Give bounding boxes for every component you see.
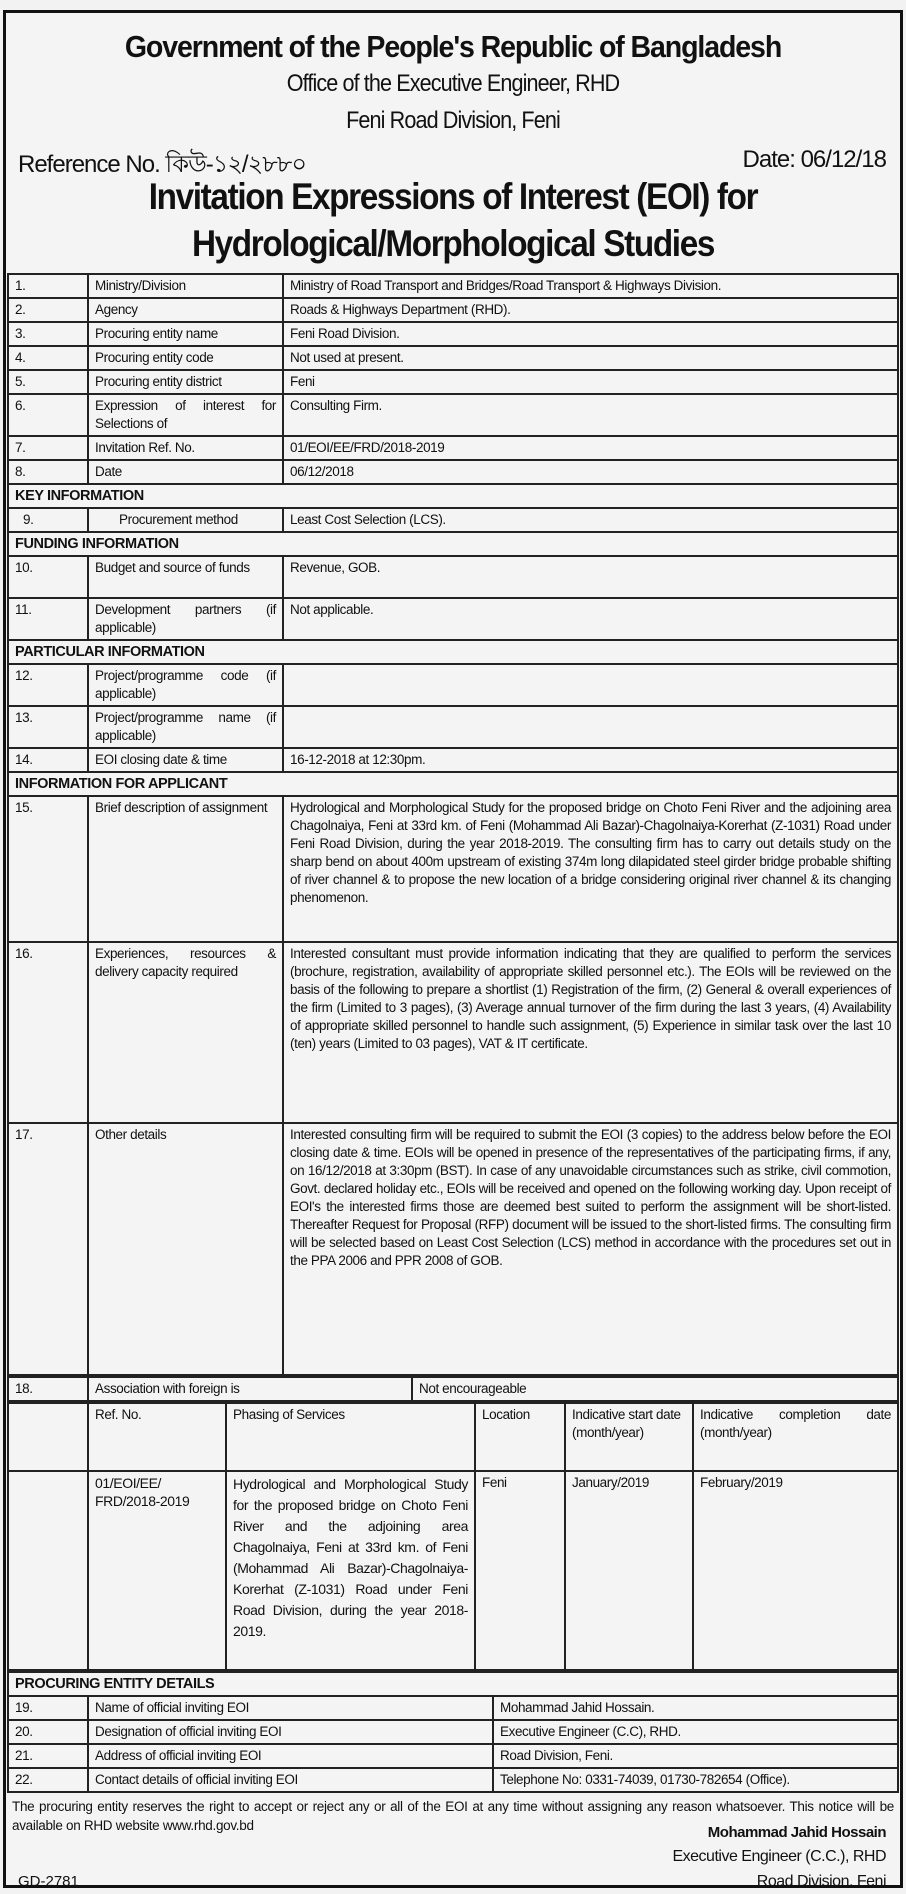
- header-start-date: Indicative start date (month/year): [565, 1403, 693, 1471]
- row-number: 13.: [8, 706, 88, 748]
- eoi-notice: [3, 10, 903, 1888]
- row-number: 19.: [8, 1696, 88, 1720]
- signatory-name: Mohammad Jahid Hossain: [707, 1824, 886, 1841]
- row-value: 16-12-2018 at 12:30pm.: [283, 748, 898, 772]
- row-value: 01/EOI/EE/FRD/2018-2019: [283, 436, 898, 460]
- phasing-completion: February/2019: [693, 1471, 898, 1670]
- row-label: Designation of official inviting EOI: [88, 1720, 493, 1744]
- row-value: Feni: [283, 370, 898, 394]
- row-label: Date: [88, 460, 283, 484]
- row-number: 12.: [8, 664, 88, 706]
- row-value: [283, 706, 898, 748]
- row-label: Procurement method: [88, 508, 283, 532]
- signatory-office: Road Division, Feni: [756, 1873, 886, 1890]
- header-phasing: Phasing of Services: [226, 1403, 475, 1471]
- row-number: 16.: [8, 942, 88, 1123]
- footer-note: The procuring entity reserves the right to accept or reject any or all of the EOI at any time without assigning any reason whatsoever. This notice will be available on RHD website www.rhd.gov.bd: [12, 1799, 894, 1833]
- row-label: Name of official inviting EOI: [88, 1696, 493, 1720]
- row-number: 18.: [8, 1377, 88, 1401]
- row-number: 5.: [8, 370, 88, 394]
- row-value: Interested consultant must provide information indicating that they are qualified to perform the services (brochure, registration, availability of appropriate skilled personnel etc.). The EOIs will be reviewed on the basis of the following to prepare a shortlist (1) Registration of the firm, (2) General & overall experiences of the firm (Limited to 3 pages), (3) Average annual turnover of the firm during the last 3 years, (4) Availability of appropriate skilled personnel to handle such assignment, (5) Experience in similar task over the last 10 (ten) years (Limited to 03 pages), VAT & IT certificate.: [283, 942, 898, 1123]
- row-label: Contact details of official inviting EOI: [88, 1768, 493, 1792]
- row-number: 1.: [8, 274, 88, 298]
- row-value: Consulting Firm.: [283, 394, 898, 436]
- row-value: Roads & Highways Department (RHD).: [283, 298, 898, 322]
- division-heading: Feni Road Division, Feni: [346, 107, 560, 134]
- row-number: 11.: [8, 598, 88, 640]
- row-number: 20.: [8, 1720, 88, 1744]
- row-label: Project/programme code (if applicable): [88, 664, 283, 706]
- table-row: [8, 556, 898, 598]
- row-label: EOI closing date & time: [88, 748, 283, 772]
- section-key-information: KEY INFORMATION: [8, 484, 898, 508]
- table-row: [8, 1696, 898, 1720]
- table-row: [8, 706, 898, 748]
- section-procuring-entity-details: PROCURING ENTITY DETAILS: [8, 1672, 898, 1696]
- row-number: 14.: [8, 748, 88, 772]
- phasing-table: [7, 1402, 899, 1671]
- row-label: Other details: [88, 1123, 283, 1375]
- header-completion-date: Indicative completion date (month/year): [693, 1403, 898, 1471]
- row-label: Procuring entity district: [88, 370, 283, 394]
- table-row: [8, 298, 898, 322]
- section-funding-information: FUNDING INFORMATION: [8, 532, 898, 556]
- row-number: 3.: [8, 322, 88, 346]
- reference-number: Reference No. কিউ-১২/২৮৮০: [18, 151, 306, 178]
- table-row: [8, 460, 898, 484]
- row-label: Expression of interest for Selections of: [88, 394, 283, 436]
- table-row: [8, 394, 898, 436]
- notice-title-line1: Invitation Expressions of Interest (EOI) for: [148, 176, 758, 217]
- row-label: Agency: [88, 298, 283, 322]
- row-value: Telephone No: 0331-74039, 01730-782654 (Office).: [493, 1768, 898, 1792]
- table-row: [8, 1123, 898, 1375]
- header-ref-no: Ref. No.: [88, 1403, 226, 1471]
- signatory-title: Executive Engineer (C.C.), RHD: [672, 1848, 886, 1865]
- row-number: 21.: [8, 1744, 88, 1768]
- row-label: Association with foreign is: [88, 1377, 412, 1401]
- phasing-location: Feni: [475, 1471, 565, 1670]
- table-row: [8, 1768, 898, 1792]
- row-number: 7.: [8, 436, 88, 460]
- row-number: 8.: [8, 460, 88, 484]
- row-number: 4.: [8, 346, 88, 370]
- row-label: Development partners (if applicable): [88, 598, 283, 640]
- office-heading: Office of the Executive Engineer, RHD: [286, 70, 620, 97]
- notice-date: Date: 06/12/18: [742, 146, 886, 173]
- table-row: [8, 796, 898, 942]
- row-number: 10.: [8, 556, 88, 598]
- row-value: Ministry of Road Transport and Bridges/Road Transport & Highways Division.: [283, 274, 898, 298]
- row-label: Brief description of assignment: [88, 796, 283, 942]
- table-row: [8, 370, 898, 394]
- row-value: Road Division, Feni.: [493, 1744, 898, 1768]
- row-label: Address of official inviting EOI: [88, 1744, 493, 1768]
- row-value: Executive Engineer (C.C), RHD.: [493, 1720, 898, 1744]
- table-row: [8, 322, 898, 346]
- row-value: Mohammad Jahid Hossain.: [493, 1696, 898, 1720]
- table-row: [8, 274, 898, 298]
- table-row: [8, 1720, 898, 1744]
- row-value: Revenue, GOB.: [283, 556, 898, 598]
- notice-code: GD-2781: [18, 1873, 79, 1890]
- row-value: Hydrological and Morphological Study for the proposed bridge on Choto Feni River and the adjoining area Chagolnaiya, Feni at 33rd km. of Feni (Mohammad Ali Bazar)-Chagolnaiya-Korerhat (Z-1031) Road under Feni Road Division, during the year 2018-2019. The consulting firm has to carry out details study on the sharp bend on about 400m upstream of existing 374m long dilapidated steel girder bridge probable shifting of river channel & to propose the new location of a bridge considering original river channel & its changing phenomenon.: [283, 796, 898, 942]
- table-row: [8, 346, 898, 370]
- section-particular-information: PARTICULAR INFORMATION: [8, 640, 898, 664]
- row-number: 17.: [8, 1123, 88, 1375]
- government-heading: Government of the People's Republic of Bangladesh: [124, 29, 782, 64]
- table-row: [8, 436, 898, 460]
- section-information-for-applicant: INFORMATION FOR APPLICANT: [8, 772, 898, 796]
- row-label: Procuring entity name: [88, 322, 283, 346]
- row-number: 9.: [8, 508, 88, 532]
- row-value: Not applicable.: [283, 598, 898, 640]
- row-number: 22.: [8, 1768, 88, 1792]
- row-number: 15.: [8, 796, 88, 942]
- header-location: Location: [475, 1403, 565, 1471]
- row-label: Ministry/Division: [88, 274, 283, 298]
- row-value: [283, 664, 898, 706]
- eoi-table: [6, 273, 900, 1839]
- phasing-description: Hydrological and Morphological Study for the proposed bridge on Choto Feni River and the adjoining area Chagolnaiya, Feni at 33rd km. of Feni (Mohammad Ali Bazar)-Chagolnaiya-Korerhat (Z-1031) Road under Feni Road Division, during the year 2018-2019.: [226, 1471, 475, 1670]
- phasing-ref-no: 01/EOI/EE/ FRD/2018-2019: [88, 1471, 226, 1670]
- row-value: Not encourageable: [412, 1377, 898, 1401]
- row-value: Not used at present.: [283, 346, 898, 370]
- notice-title-line2: Hydrological/Morphological Studies: [191, 223, 715, 264]
- row-value: Interested consulting firm will be required to submit the EOI (3 copies) to the address below before the EOI closing date & time. EOIs will be opened in presence of the representatives of the participating firms, if any, on 16/12/2018 at 3:30pm (BST). In case of any unavoidable circumstances such as strike, civil commotion, Govt. declared holiday etc., EOIs will be received and opened on the following working day. Upon receipt of EOI's the interested firms those are deemed best suited to perform the assignment will be short-listed. Thereafter Request for Proposal (RFP) document will be issued to the short-listed firms. The consulting firm will be selected based on Least Cost Selection (LCS) method in accordance with the procedures set out in the PPA 2006 and PPR 2008 of GOB.: [283, 1123, 898, 1375]
- row-label: Experiences, resources & delivery capacity required: [88, 942, 283, 1123]
- row-label: Budget and source of funds: [88, 556, 283, 598]
- row-label: Project/programme name (if applicable): [88, 706, 283, 748]
- row-value: Feni Road Division.: [283, 322, 898, 346]
- phasing-start: January/2019: [565, 1471, 693, 1670]
- table-row: [8, 598, 898, 640]
- table-row: [8, 942, 898, 1123]
- table-row: [8, 748, 898, 772]
- table-row: [8, 1744, 898, 1768]
- row-label: Invitation Ref. No.: [88, 436, 283, 460]
- table-row: [8, 664, 898, 706]
- row-number: 2.: [8, 298, 88, 322]
- row-label: Procuring entity code: [88, 346, 283, 370]
- row-number: 6.: [8, 394, 88, 436]
- row-value: Least Cost Selection (LCS).: [283, 508, 898, 532]
- row-value: 06/12/2018: [283, 460, 898, 484]
